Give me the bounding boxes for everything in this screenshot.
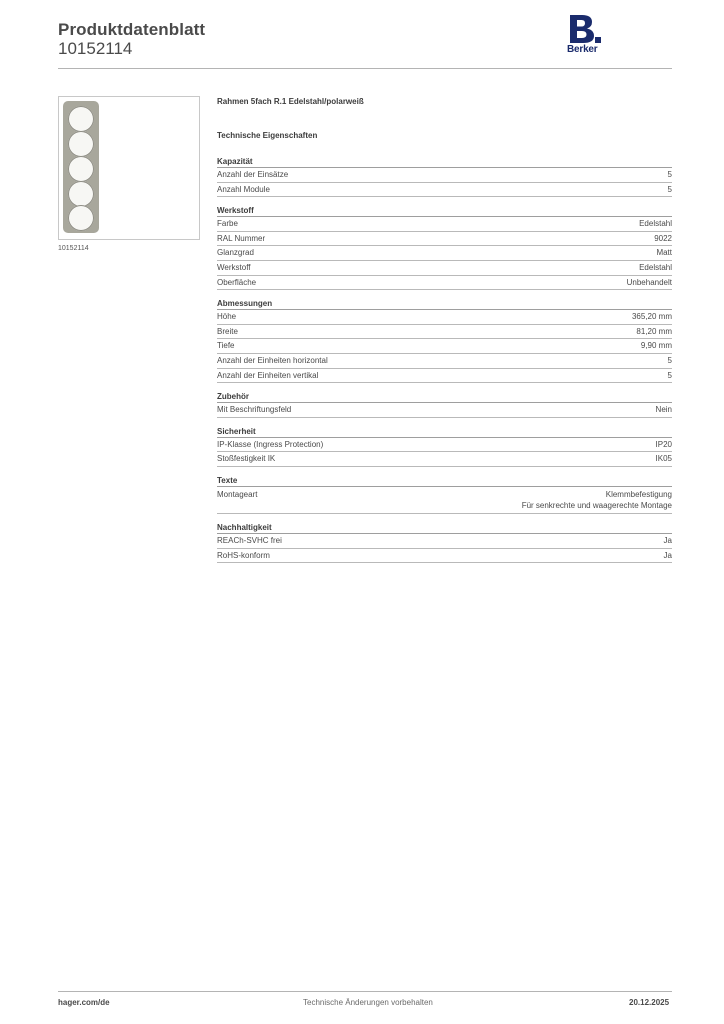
spec-value-line: Klemmbefestigung: [605, 489, 672, 499]
spec-row: [217, 487, 672, 514]
berker-b-icon: [568, 15, 602, 45]
spec-row: [217, 246, 672, 261]
spec-label: RAL Nummer: [217, 233, 266, 243]
spec-row: [217, 438, 672, 453]
frame-opening: [68, 181, 94, 207]
spec-value: Nein: [655, 405, 672, 415]
footer-date: 20.12.2025: [629, 998, 670, 1007]
spec-content: [217, 96, 672, 563]
spec-row: [217, 452, 672, 467]
product-name: Rahmen 5fach R.1 Edelstahl/polarweiß: [217, 97, 364, 106]
spec-row: [217, 325, 672, 340]
spec-label: Höhe: [217, 312, 237, 322]
spec-row: [217, 339, 672, 354]
product-image: [58, 96, 200, 240]
spec-label: Oberfläche: [217, 277, 257, 287]
spec-label: Stoßfestigkeit IK: [217, 454, 276, 464]
footer-divider: [58, 991, 672, 992]
spec-row: [217, 168, 672, 183]
footer-notice: Technische Änderungen vorbehalten: [303, 998, 433, 1007]
spec-value: 9,90 mm: [640, 341, 672, 351]
frame-opening: [68, 106, 94, 132]
spec-value: Edelstahl: [639, 219, 672, 229]
spec-value: 5: [667, 355, 672, 365]
frame-opening: [68, 131, 94, 157]
spec-row: [217, 217, 672, 232]
group-title: Abmessungen: [217, 298, 672, 310]
article-number: 10152114: [58, 39, 133, 58]
spec-row: [217, 310, 672, 325]
spec-label: Breite: [217, 326, 238, 336]
spec-row: [217, 549, 672, 564]
spec-row: [217, 354, 672, 369]
spec-label: REACh-SVHC frei: [217, 535, 282, 545]
spec-row: [217, 232, 672, 247]
frame-illustration: [63, 101, 99, 233]
footer-website[interactable]: hager.com/de: [58, 998, 110, 1007]
spec-label: Montageart: [217, 489, 258, 499]
group-title: Zubehör: [217, 391, 672, 403]
page-title: Produktdatenblatt: [58, 20, 206, 39]
spec-value: Matt: [656, 248, 672, 258]
spec-row: [217, 183, 672, 198]
group-title: Kapazität: [217, 156, 672, 168]
frame-opening: [68, 205, 94, 231]
spec-label: Tiefe: [217, 341, 235, 351]
spec-row: [217, 534, 672, 549]
spec-value: 9022: [654, 233, 672, 243]
spec-row: [217, 403, 672, 418]
spec-groups: [217, 156, 672, 563]
spec-label: Anzahl der Einsätze: [217, 170, 289, 179]
frame-opening: [68, 156, 94, 182]
section-title: Technische Eigenschaften: [217, 131, 318, 140]
berker-logo: [566, 15, 606, 57]
spec-value: [522, 489, 672, 511]
header-divider: [58, 68, 672, 69]
group-title: Nachhaltigkeit: [217, 522, 672, 534]
group-title: Sicherheit: [217, 426, 672, 438]
spec-label: Anzahl Module: [217, 184, 270, 194]
spec-value: Edelstahl: [639, 262, 672, 272]
spec-value: IP20: [655, 439, 672, 449]
spec-row: [217, 369, 672, 384]
group-title: Werkstoff: [217, 205, 672, 217]
spec-label: Farbe: [217, 219, 238, 229]
spec-value: 365,20 mm: [631, 312, 672, 322]
spec-value: 5: [667, 170, 672, 179]
spec-value-line: Für senkrechte und waagerechte Montage: [521, 500, 672, 510]
spec-label: Mit Beschriftungsfeld: [217, 405, 292, 415]
spec-value: Ja: [663, 535, 672, 545]
spec-label: Glanzgrad: [217, 248, 254, 258]
spec-value: Ja: [663, 550, 672, 560]
spec-label: IP-Klasse (Ingress Protection): [217, 439, 324, 449]
spec-row: [217, 276, 672, 291]
spec-label: Anzahl der Einheiten vertikal: [217, 370, 319, 380]
spec-row: [217, 261, 672, 276]
spec-label: RoHS-konform: [217, 550, 270, 560]
spec-value: 81,20 mm: [636, 326, 672, 336]
logo-text: Berker: [567, 44, 598, 55]
spec-label: Anzahl der Einheiten horizontal: [217, 355, 328, 365]
spec-value: 5: [667, 370, 672, 380]
spec-value: IK05: [655, 454, 672, 464]
image-caption: 10152114: [58, 245, 89, 252]
spec-value: 5: [667, 184, 672, 194]
group-title: Texte: [217, 475, 672, 487]
spec-label: Werkstoff: [217, 262, 251, 272]
spec-value: Unbehandelt: [626, 277, 672, 287]
